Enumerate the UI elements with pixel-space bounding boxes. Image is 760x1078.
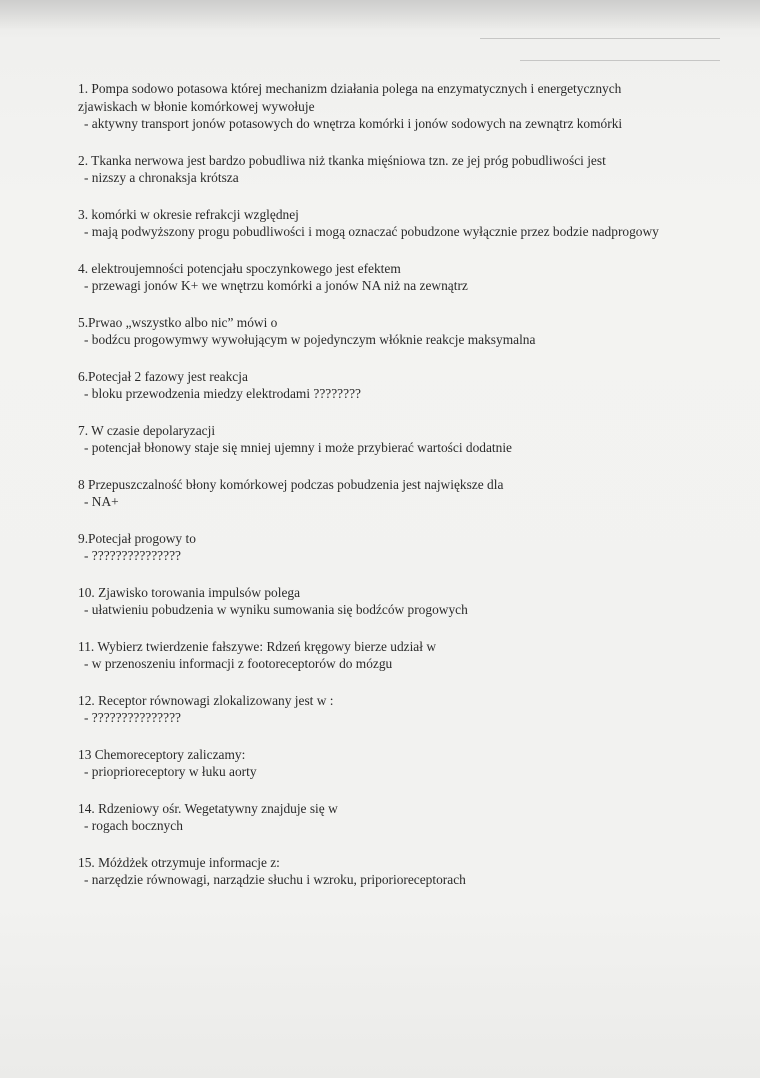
qa-item-2 — [78, 152, 678, 187]
question-text: 10. Zjawisko torowania impulsów polega — [78, 584, 301, 600]
qa-item-11 — [78, 638, 678, 673]
answer-text: - ??????????????? — [84, 548, 181, 563]
question-text: 1. Pompa sodowo potasowa której mechanizm działania polega na enzymatycznych i energetycznych zjawiskach w błonie komórkowej wywołuje — [78, 81, 622, 114]
answer-text: - prioprioreceptory w łuku aorty — [84, 764, 257, 779]
answer-text: - nizszy a chronaksja krótsza — [84, 170, 239, 185]
question-text: 4. elektroujemności potencjału spoczynkowego jest efektem — [78, 260, 401, 276]
answer-text: - narzędzie równowagi, narządzie słuchu i wzroku, priporioreceptorach — [84, 872, 466, 887]
question-text: 14. Rdzeniowy ośr. Wegetatywny znajduje się w — [78, 800, 338, 816]
question-text: 6.Potecjał 2 fazowy jest reakcja — [78, 368, 248, 384]
answer-text: - bloku przewodzenia miedzy elektrodami ???????? — [84, 386, 361, 401]
answer-text: - przewagi jonów K+ we wnętrzu komórki a jonów NA niż na zewnątrz — [84, 278, 468, 293]
question-text: 3. komórki w okresie refrakcji względnej — [78, 206, 299, 222]
qa-item-15 — [78, 854, 678, 889]
qa-item-8 — [78, 476, 678, 511]
answer-text: - bodźcu progowymwy wywołującym w pojedynczym włóknie reakcje maksymalna — [84, 332, 536, 347]
question-text: 5.Prwao „wszystko albo nic” mówi o — [78, 314, 278, 330]
qa-item-12 — [78, 692, 678, 727]
qa-item-1 — [78, 80, 678, 133]
answer-text: - ??????????????? — [84, 710, 181, 725]
answer-text: - NA+ — [84, 494, 119, 509]
qa-item-14 — [78, 800, 678, 835]
question-text: 15. Móżdżek otrzymuje informacje z: — [78, 854, 280, 870]
question-text: 8 Przepuszczalność błony komórkowej podczas pobudzenia jest największe dla — [78, 476, 504, 492]
qa-item-6 — [78, 368, 678, 403]
question-text: 11. Wybierz twierdzenie fałszywe: Rdzeń kręgowy bierze udział w — [78, 638, 436, 654]
answer-text: - potencjał błonowy staje się mniej ujemny i może przybierać wartości dodatnie — [84, 440, 512, 455]
qa-item-3 — [78, 206, 678, 241]
question-text: 7. W czasie depolaryzacji — [78, 422, 216, 438]
qa-item-7 — [78, 422, 678, 457]
question-text: 13 Chemoreceptory zaliczamy: — [78, 746, 246, 762]
qa-item-10 — [78, 584, 678, 619]
answer-text: - rogach bocznych — [84, 818, 183, 833]
question-text: 12. Receptor równowagi zlokalizowany jest w : — [78, 692, 334, 708]
scan-shadow — [0, 0, 760, 30]
scan-artifact-line — [480, 38, 720, 39]
answer-text: - aktywny transport jonów potasowych do wnętrza komórki i jonów sodowych na zewnątrz komórki — [84, 116, 623, 131]
qa-item-9 — [78, 530, 678, 565]
answer-text: - mają podwyższony progu pobudliwości i mogą oznaczać pobudzone wyłącznie przez bodzie nadprogowy — [84, 224, 659, 239]
qa-item-4 — [78, 260, 678, 295]
question-text: 2. Tkanka nerwowa jest bardzo pobudliwa niż tkanka mięśniowa tzn. ze jej próg pobudliwości jest — [78, 152, 606, 168]
qa-item-13 — [78, 746, 678, 781]
document-body — [78, 80, 678, 908]
question-text: 9.Potecjał progowy to — [78, 530, 196, 546]
answer-text: - w przenoszeniu informacji z footoreceptorów do mózgu — [84, 656, 393, 671]
answer-text: - ułatwieniu pobudzenia w wyniku sumowania się bodźców progowych — [84, 602, 468, 617]
scan-artifact-line — [520, 60, 720, 61]
qa-item-5 — [78, 314, 678, 349]
